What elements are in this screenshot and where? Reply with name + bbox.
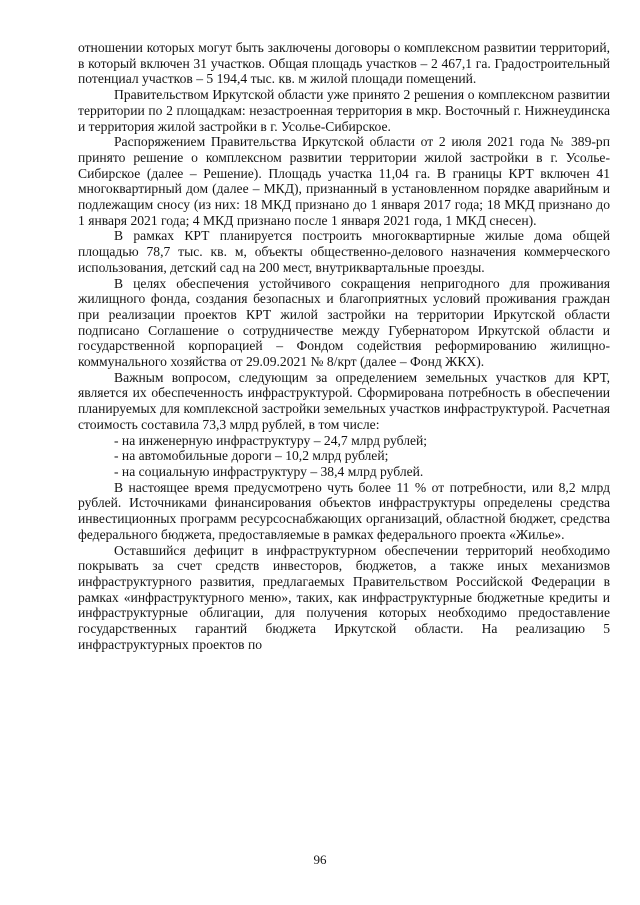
paragraph-6: Важным вопросом, следующим за определением земельных участков для КРТ, является их обеспеченность инфраструктурой. Сформирована потребность в обеспечении планируемых для комплексной застройки земельных участков инфраструктурой. Расчетная стоимость составила 73,3 млрд рублей, в том числе:: [78, 369, 610, 432]
paragraph-3: Распоряжением Правительства Иркутской области от 2 июля 2021 года № 389-рп принято решение о комплексном развитии территории жилой застройки в г. Усолье-Сибирское (далее – Решение). Площадь участка 11,04 га. В границы КРТ включен 41 многоквартирный дом (далее – МКД), признанный в установленном порядке аварийным и подлежащим сносу (из них: 18 МКД признано до 1 января 2017 года; 18 МКД признано до 1 января 2021 года; 4 МКД признано после 1 января 2021 года, 1 МКД снесен).: [78, 134, 610, 228]
list-item: - на инженерную инфраструктуру – 24,7 млрд рублей;: [114, 432, 428, 448]
paragraph-4: В рамках КРТ планируется построить многоквартирные жилые дома общей площадью 78,7 тыс. кв. м, объекты общественно-делового назначения коммерческого использования, детский сад на 200 мест, внутриквартальные проезды.: [78, 228, 610, 275]
paragraph-8: Оставшийся дефицит в инфраструктурном обеспечении территорий необходимо покрывать за счет средств инвесторов, бюджетов, а также иных механизмов инфраструктурного развития, предлагаемых Правительством Российской Федерации в рамках «инфраструктурного меню», таких, как инфраструктурные бюджетные кредиты и инфраструктурные облигации, для получения которых необходимо предоставление государственных гарантий бюджета Иркутской области. На реализацию 5 инфраструктурных проектов по: [78, 542, 610, 652]
paragraph-2: Правительством Иркутской области уже принято 2 решения о комплексном развитии территории по 2 площадкам: незастроенная территория в мкр. Восточный г. Нижнеудинска и территория жилой застройки в г. Усолье-Сибирское.: [78, 87, 610, 134]
list-item: - на автомобильные дороги – 10,2 млрд рублей;: [114, 448, 389, 464]
paragraph-5: В целях обеспечения устойчивого сокращения непригодного для проживания жилищного фонда, создания безопасных и благоприятных условий проживания граждан при реализации проектов КРТ жилой застройки на территории Иркутской области подписано Соглашение о сотрудничестве между Губернатором Иркутской области и государственной корпорацией – Фондом содействия реформированию жилищно-коммунального хозяйства от 29.09.2021 № 8/крт (далее – Фонд ЖКХ).: [78, 275, 610, 370]
list-item: - на социальную инфраструктуру – 38,4 млрд рублей.: [114, 463, 424, 479]
page-number: 96: [313, 852, 327, 867]
paragraph-1: отношении которых могут быть заключены договоры о комплексном развитии территорий, в который включен 31 участков. Общая площадь участков – 2 467,1 га. Градостроительный потенциал участков – 5 194,4 тыс. кв. м жилой площади помещений.: [78, 40, 610, 87]
paragraph-7: В настоящее время предусмотрено чуть более 11 % от потребности, или 8,2 млрд рублей. Источниками финансирования объектов инфраструктуры определены средства инвестиционных программ ресурсоснабжающих организаций, областной бюджет, средства федерального бюджета, предоставляемые в рамках федерального проекта «Жилье».: [78, 479, 610, 542]
